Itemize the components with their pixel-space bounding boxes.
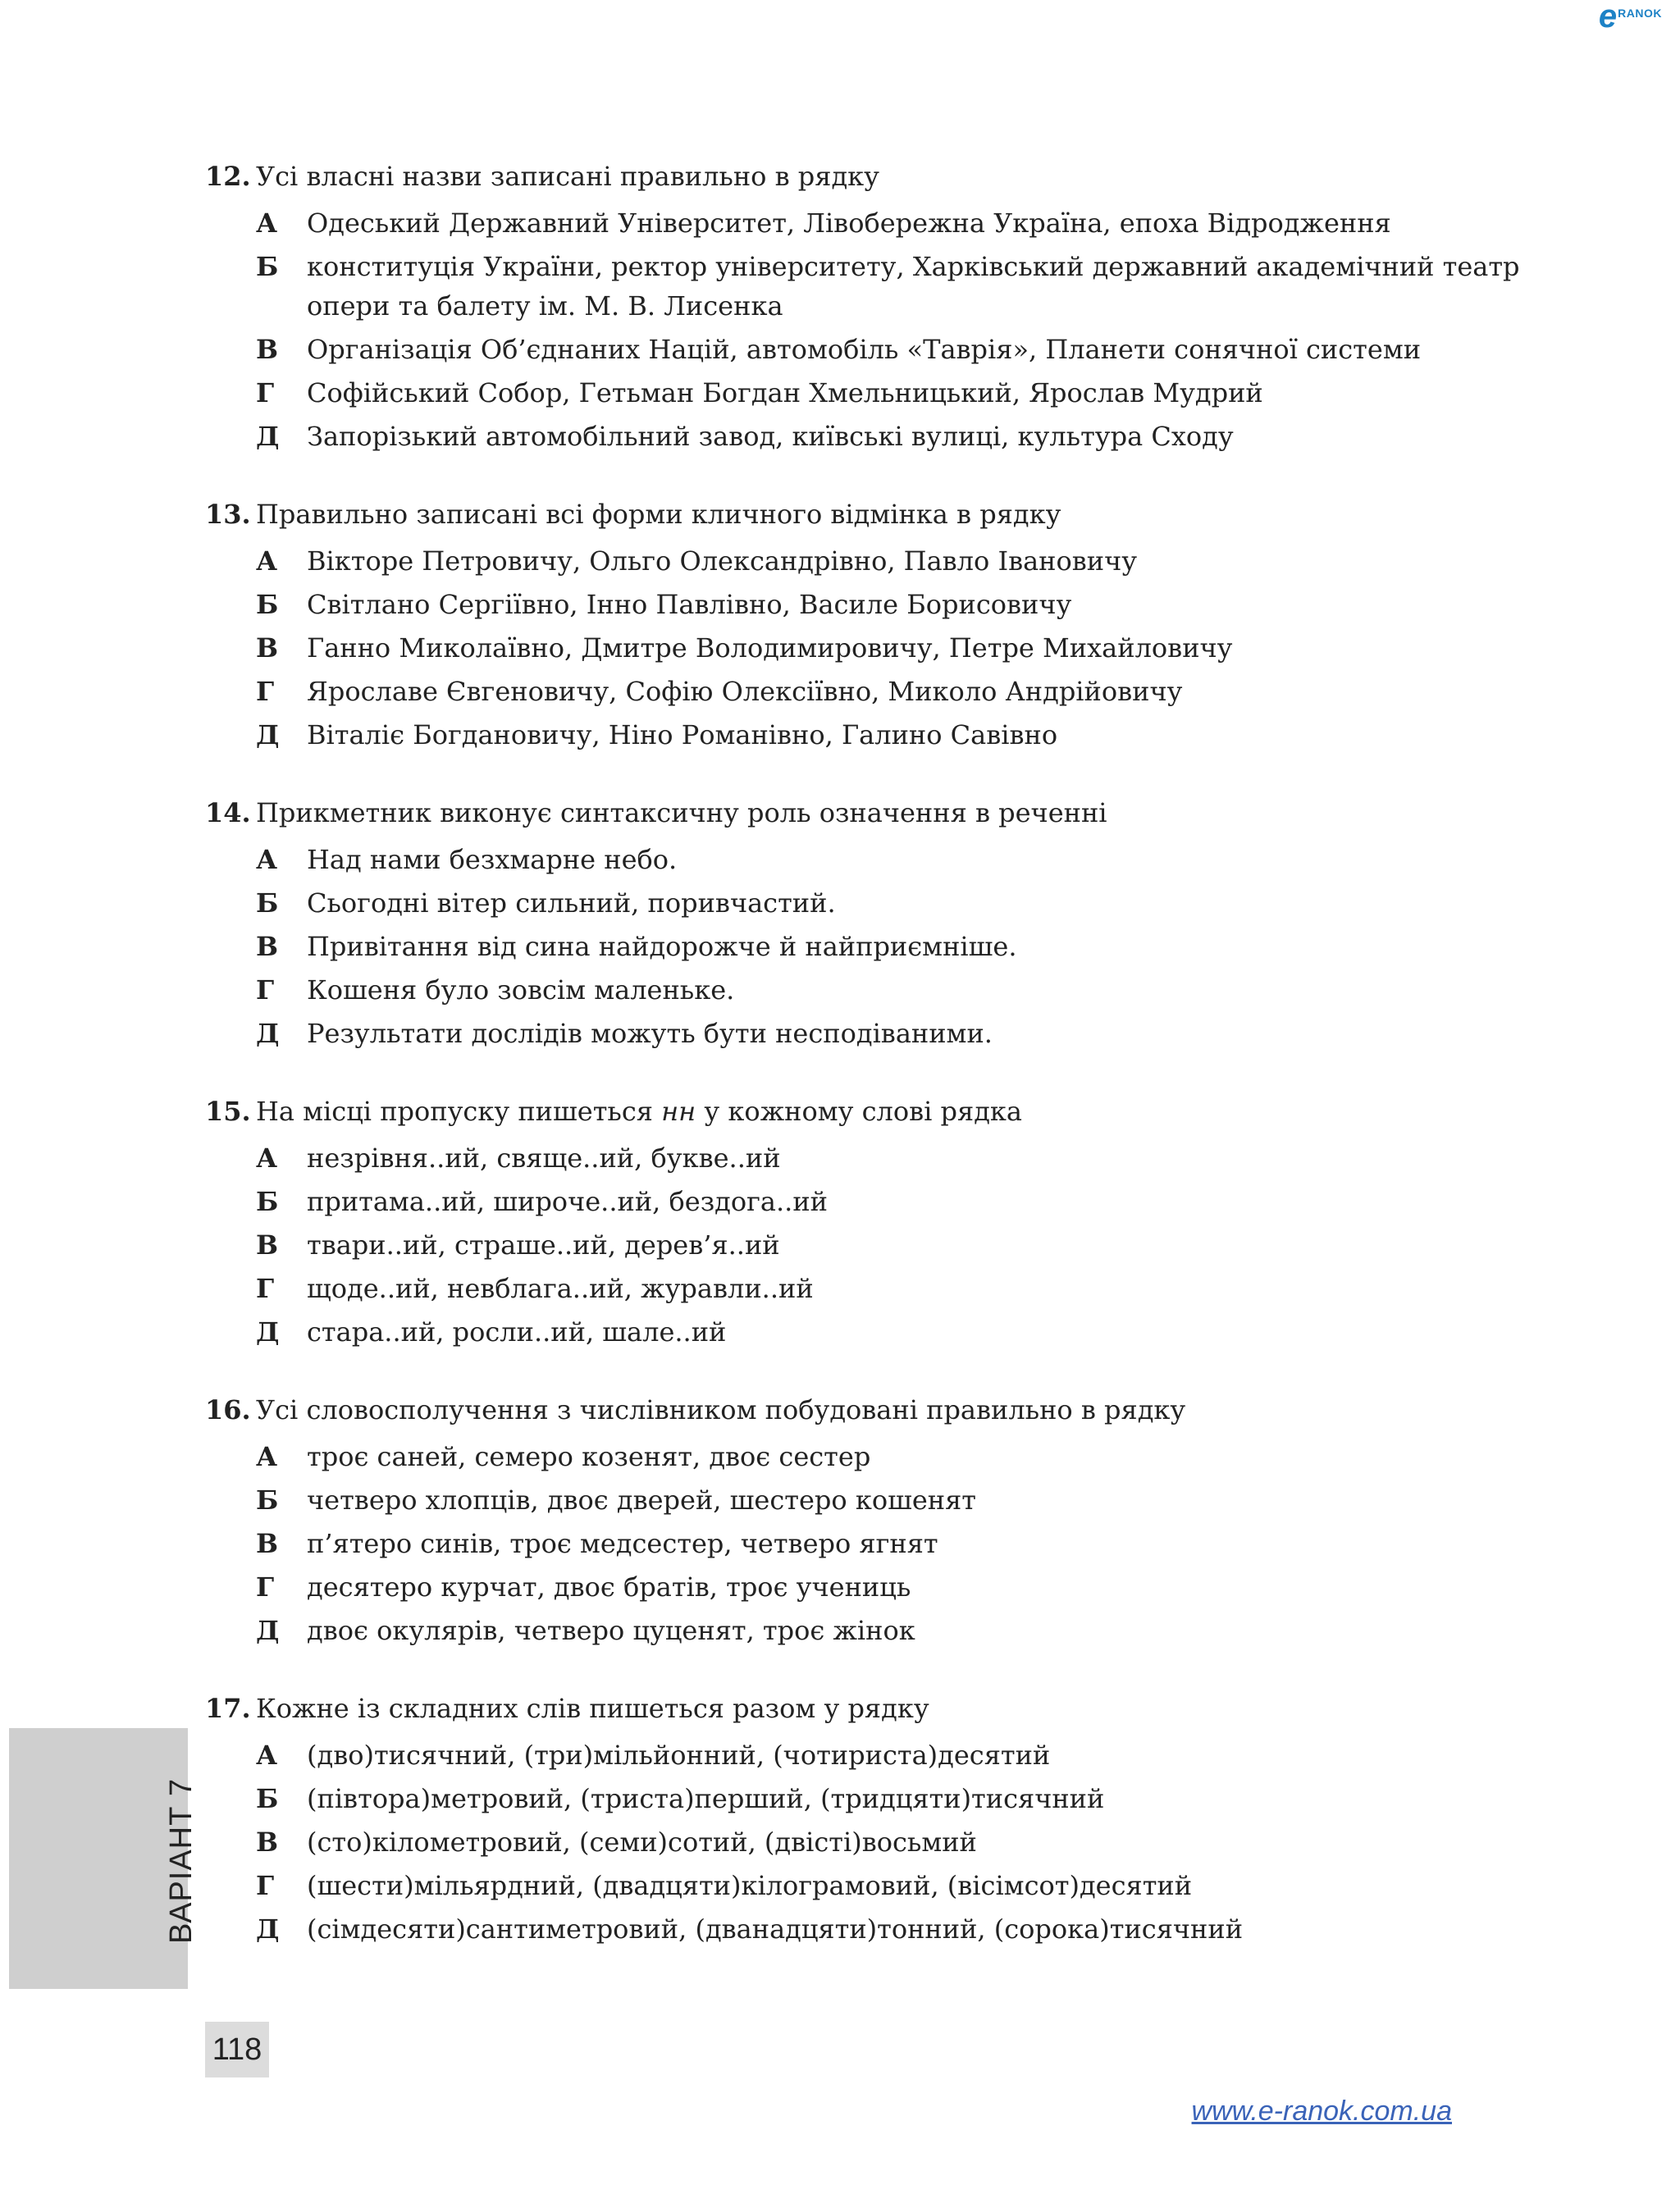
questions-area: [205, 154, 1600, 1985]
option-text: твари..ий, страше..ий, дерев’я..ий: [307, 1229, 780, 1261]
option-g[interactable]: [205, 1567, 1600, 1607]
option-g[interactable]: [205, 1866, 1600, 1905]
option-b[interactable]: [205, 1182, 1600, 1221]
publisher-logo: [1599, 0, 1662, 33]
option-a[interactable]: [205, 1735, 1600, 1775]
option-v[interactable]: [205, 1822, 1600, 1862]
question-15: [205, 1089, 1600, 1352]
question-number: 12.: [205, 161, 251, 192]
variant-label: ВАРІАНТ 7: [164, 1777, 199, 1944]
option-text: Результати дослідів можуть бути несподіваними.: [307, 1018, 993, 1049]
question-number: 13.: [205, 499, 251, 530]
website-link[interactable]: www.e-ranok.com.ua: [1191, 2096, 1452, 2127]
option-a[interactable]: [205, 1138, 1600, 1178]
option-text: п’ятеро синів, троє медсестер, четверо ягнят: [307, 1528, 938, 1559]
option-letter: Г: [256, 377, 275, 408]
option-text: (півтора)метровий, (триста)перший, (тридцяти)тисячний: [307, 1783, 1105, 1814]
option-text: (сто)кілометровий, (семи)сотий, (двісті)восьмий: [307, 1827, 977, 1858]
question-number: 15.: [205, 1096, 251, 1127]
option-d[interactable]: [205, 1014, 1600, 1053]
option-g[interactable]: [205, 1269, 1600, 1308]
option-text: Сьогодні вітер сильний, поривчастий.: [307, 887, 836, 919]
question-number: 17.: [205, 1693, 251, 1724]
option-text: Над нами безхмарне небо.: [307, 844, 678, 875]
logo-e-icon: e: [1598, 0, 1618, 34]
option-a[interactable]: [205, 541, 1600, 581]
option-d[interactable]: [205, 1909, 1600, 1949]
question-text: Кожне із складних слів пишеться разом у рядку: [256, 1693, 929, 1724]
option-text: Одеський Державний Університет, Лівобережна Україна, епоха Відродження: [307, 208, 1391, 239]
option-text: (сімдесяти)сантиметровий, (дванадцяти)тонний, (сорока)тисячний: [307, 1913, 1244, 1945]
question-text: Усі словосполучення з числівником побудовані правильно в рядку: [256, 1394, 1186, 1425]
question-text: Усі власні назви записані правильно в рядку: [256, 161, 879, 192]
option-g[interactable]: [205, 672, 1600, 711]
option-d[interactable]: [205, 1312, 1600, 1352]
option-v[interactable]: [205, 330, 1600, 369]
option-letter: А: [256, 1441, 278, 1472]
question-13: [205, 492, 1600, 755]
option-v[interactable]: [205, 628, 1600, 668]
question-number: 14.: [205, 797, 251, 828]
option-g[interactable]: [205, 373, 1600, 413]
option-text: десятеро курчат, двоє братів, троє учениць: [307, 1571, 911, 1603]
option-d[interactable]: [205, 417, 1600, 456]
option-letter: Г: [256, 974, 275, 1006]
option-a[interactable]: [205, 203, 1600, 243]
option-g[interactable]: [205, 970, 1600, 1010]
option-letter: Д: [256, 421, 280, 452]
question-text-part: На місці пропуску пишеться: [256, 1096, 662, 1127]
option-b[interactable]: [205, 585, 1600, 624]
option-letter: Б: [256, 1783, 279, 1814]
option-letter: В: [256, 1229, 279, 1261]
option-text: Ганно Миколаївно, Дмитре Володимировичу, Петре Михайловичу: [307, 632, 1233, 664]
option-text: притама..ий, широче..ий, бездога..ий: [307, 1186, 828, 1217]
option-text: двоє окулярів, четверо цуценят, троє жінок: [307, 1615, 915, 1646]
option-b[interactable]: [205, 247, 1600, 326]
option-b[interactable]: [205, 1779, 1600, 1818]
option-letter: А: [256, 208, 278, 239]
option-text: (шести)мільярдний, (двадцяти)кілограмовий, (вісімсот)десятий: [307, 1870, 1193, 1901]
logo-text: RANOK: [1618, 7, 1662, 20]
option-text: Привітання від сина найдорожче й найприємніше.: [307, 931, 1017, 962]
page-number: 118: [205, 2022, 269, 2077]
option-letter: Б: [256, 589, 279, 620]
option-text: конституція України, ректор університету, Харківський державний академічний театр опери та балету ім. М. В. Лисенка: [307, 251, 1520, 322]
option-text: Світлано Сергіївно, Інно Павлівно, Василе Борисовичу: [307, 589, 1072, 620]
option-letter: Д: [256, 719, 280, 750]
option-letter: А: [256, 1142, 278, 1174]
option-letter: А: [256, 545, 278, 577]
variant-side-tab: [9, 1728, 188, 1989]
question-16: [205, 1388, 1600, 1650]
option-letter: Г: [256, 1870, 275, 1901]
question-text-italic: нн: [661, 1096, 696, 1127]
option-a[interactable]: [205, 840, 1600, 879]
option-d[interactable]: [205, 715, 1600, 755]
question-number: 16.: [205, 1394, 251, 1425]
option-letter: Г: [256, 1571, 275, 1603]
option-b[interactable]: [205, 883, 1600, 923]
option-text: троє саней, семеро козенят, двоє сестер: [307, 1441, 871, 1472]
option-letter: В: [256, 1827, 279, 1858]
option-b[interactable]: [205, 1480, 1600, 1520]
option-text: четверо хлопців, двоє дверей, шестеро кошенят: [307, 1485, 976, 1516]
option-letter: Д: [256, 1018, 280, 1049]
option-text: Організація Об’єднаних Націй, автомобіль «Таврія», Планети сонячної системи: [307, 334, 1422, 365]
option-letter: А: [256, 1740, 278, 1771]
option-text: (дво)тисячний, (три)мільйонний, (чотириста)десятий: [307, 1740, 1051, 1771]
option-letter: Г: [256, 676, 275, 707]
option-letter: Б: [256, 887, 279, 919]
option-v[interactable]: [205, 927, 1600, 966]
question-text-part: у кожному слові рядка: [696, 1096, 1022, 1127]
option-text: Ярославе Євгеновичу, Софію Олексіївно, Миколо Андрійовичу: [307, 676, 1183, 707]
option-text: стара..ий, росли..ий, шале..ий: [307, 1316, 727, 1348]
option-d[interactable]: [205, 1611, 1600, 1650]
option-text: Вікторе Петровичу, Ольго Олександрівно, Павло Івановичу: [307, 545, 1138, 577]
option-text: щоде..ий, невблага..ий, журавли..ий: [307, 1273, 814, 1304]
option-letter: Д: [256, 1316, 280, 1348]
option-v[interactable]: [205, 1225, 1600, 1265]
option-letter: В: [256, 931, 279, 962]
option-letter: А: [256, 844, 278, 875]
option-letter: Б: [256, 251, 279, 282]
option-letter: Б: [256, 1186, 279, 1217]
option-text: незрівня..ий, свяще..ий, букве..ий: [307, 1142, 781, 1174]
option-letter: В: [256, 334, 279, 365]
option-v[interactable]: [205, 1524, 1600, 1563]
option-letter: Б: [256, 1485, 279, 1516]
option-letter: Д: [256, 1913, 280, 1945]
option-text: Віталіє Богдановичу, Ніно Романівно, Галино Савівно: [307, 719, 1058, 750]
question-14: [205, 791, 1600, 1053]
option-text: Софійський Собор, Гетьман Богдан Хмельницький, Ярослав Мудрий: [307, 377, 1263, 408]
option-text: Кошеня було зовсім маленьке.: [307, 974, 735, 1006]
option-letter: Г: [256, 1273, 275, 1304]
question-text: Прикметник виконує синтаксичну роль означення в реченні: [256, 797, 1107, 828]
option-letter: В: [256, 632, 279, 664]
option-a[interactable]: [205, 1437, 1600, 1476]
question-17: [205, 1686, 1600, 1949]
option-text: Запорізький автомобільний завод, київські вулиці, культура Сходу: [307, 421, 1234, 452]
question-12: [205, 154, 1600, 456]
option-letter: В: [256, 1528, 279, 1559]
question-text: Правильно записані всі форми кличного відмінка в рядку: [256, 499, 1061, 530]
question-text: [256, 1089, 1022, 1133]
option-letter: Д: [256, 1615, 280, 1646]
